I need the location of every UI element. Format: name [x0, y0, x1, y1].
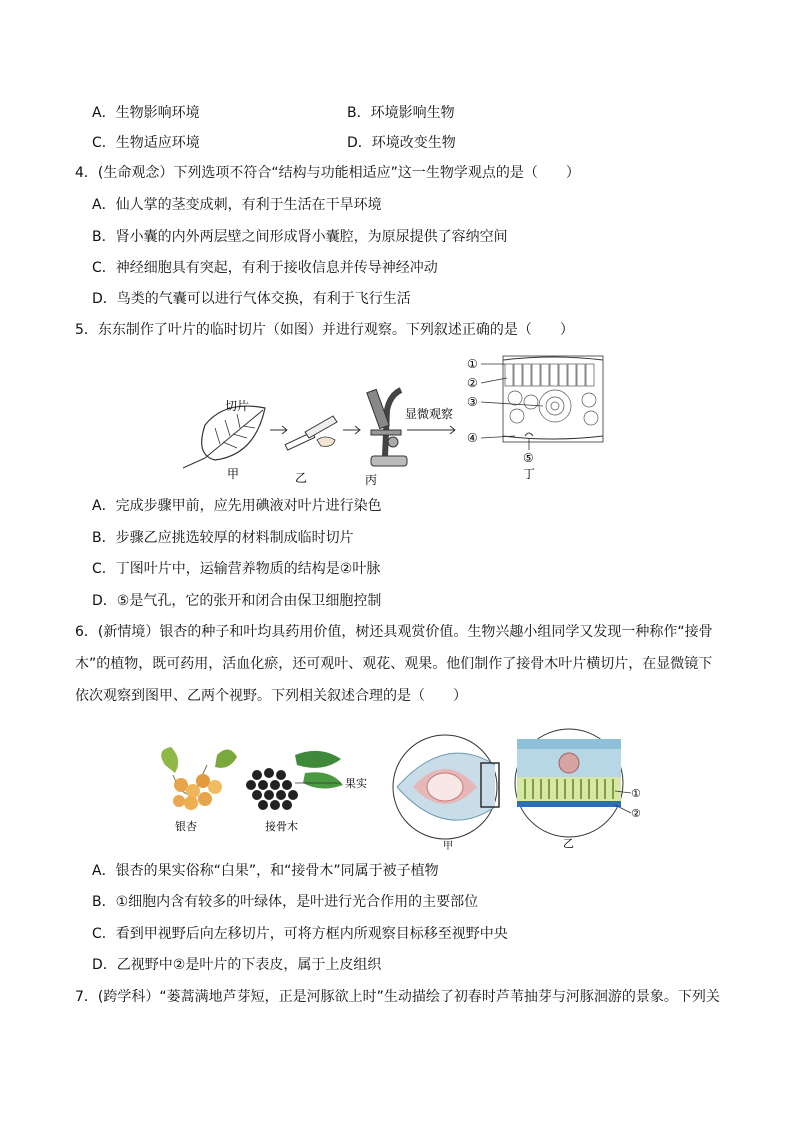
q7-stem: 7．(跨学科）“蒌蒿满地芦芽短，正是河豚欲上时”生动描绘了初春时芦苇抽芽与河豚洄游的景象。下列关 [75, 989, 720, 1005]
microscope-drawing [367, 389, 407, 466]
q4-option-c: C．神经细胞具有突起，有利于接收信息并传导神经冲动 [92, 260, 438, 276]
ginkgo-picture [161, 747, 237, 810]
q6-option-b: B．①细胞内含有较多的叶绿体，是叶进行光合作用的主要部位 [92, 894, 479, 910]
q3-option-c: C．生物适应环境 [92, 135, 200, 151]
q3-option-a: A．生物影响环境 [92, 105, 200, 121]
label-step-bing: 丙 [365, 473, 378, 487]
q4-option-b: B．肾小囊的内外两层壁之间形成肾小囊腔，为原尿提供了容纳空间 [92, 229, 508, 245]
view-yi [515, 729, 623, 837]
leaf-drawing [183, 406, 265, 468]
q5-option-d: D．⑤是气孔，它的张开和闭合由保卫细胞控制 [92, 593, 382, 609]
label-step-jia: 甲 [227, 467, 240, 481]
leaf-cross-section [503, 356, 603, 442]
label-jia: 甲 [443, 841, 453, 850]
label-cut: 切片 [225, 399, 250, 413]
q6-stem-line-3: 依次观察到图甲、乙两个视野。下列相关叙述合理的是（ ） [75, 688, 467, 704]
cutting-drawing [285, 416, 337, 450]
label-ginkgo: 银杏 [175, 820, 197, 833]
q6-option-d: D．乙视野中②是叶片的下表皮，属于上皮组织 [92, 957, 382, 973]
view-jia [393, 735, 499, 839]
q5-option-a: A．完成步骤甲前，应先用碘液对叶片进行染色 [92, 498, 382, 514]
q6-option-a: A．银杏的果实俗称“白果”，和“接骨木”同属于被子植物 [92, 863, 439, 879]
q6-marker-1: ① [631, 787, 641, 800]
q4-stem: 4．(生命观念）下列选项不符合“结构与功能相适应”这一生物学观点的是（ ） [75, 165, 580, 181]
q5-option-b: B．步骤乙应挑选较厚的材料制成临时切片 [92, 530, 354, 546]
q5-option-c: C．丁图叶片中，运输营养物质的结构是②叶脉 [92, 561, 381, 577]
q5-marker-2: ② [467, 376, 478, 390]
label-step-ding: 丁 [523, 467, 536, 481]
q3-option-b: B．环境影响生物 [347, 105, 455, 121]
q5-marker-5: ⑤ [523, 451, 534, 465]
elderberry-picture [246, 751, 343, 810]
q5-marker-3: ③ [467, 395, 478, 409]
q6-stem-line-1: 6．(新情境）银杏的种子和叶均具药用价值，树还具观赏价值。生物兴趣小组同学又发现一种称作“接骨 [75, 624, 713, 640]
label-micro: 显微观察 [405, 407, 454, 421]
q3-option-d: D．环境改变生物 [347, 135, 456, 151]
q5-figure [175, 350, 625, 488]
label-elderberry: 接骨木 [265, 820, 298, 833]
q4-option-d: D．鸟类的气囊可以进行气体交换，有利于飞行生活 [92, 291, 411, 307]
label-fruit: 果实 [345, 777, 367, 790]
q4-option-a: A．仙人掌的茎变成刺，有利于生活在干旱环境 [92, 197, 382, 213]
q6-marker-2: ② [631, 807, 641, 820]
q6-figure [145, 725, 645, 850]
label-yi: 乙 [563, 837, 574, 850]
q5-marker-1: ① [467, 357, 478, 371]
q5-stem: 5．东东制作了叶片的临时切片（如图）并进行观察。下列叙述正确的是（ ） [75, 322, 574, 338]
label-step-yi: 乙 [295, 471, 308, 485]
q6-stem-line-2: 木”的植物，既可药用，活血化瘀，还可观叶、观花、观果。他们制作了接骨木叶片横切片，在显微镜下 [75, 656, 713, 672]
q6-option-c: C．看到甲视野后向左移切片，可将方框内所观察目标移至视野中央 [92, 926, 508, 942]
q5-marker-4: ④ [467, 431, 478, 445]
